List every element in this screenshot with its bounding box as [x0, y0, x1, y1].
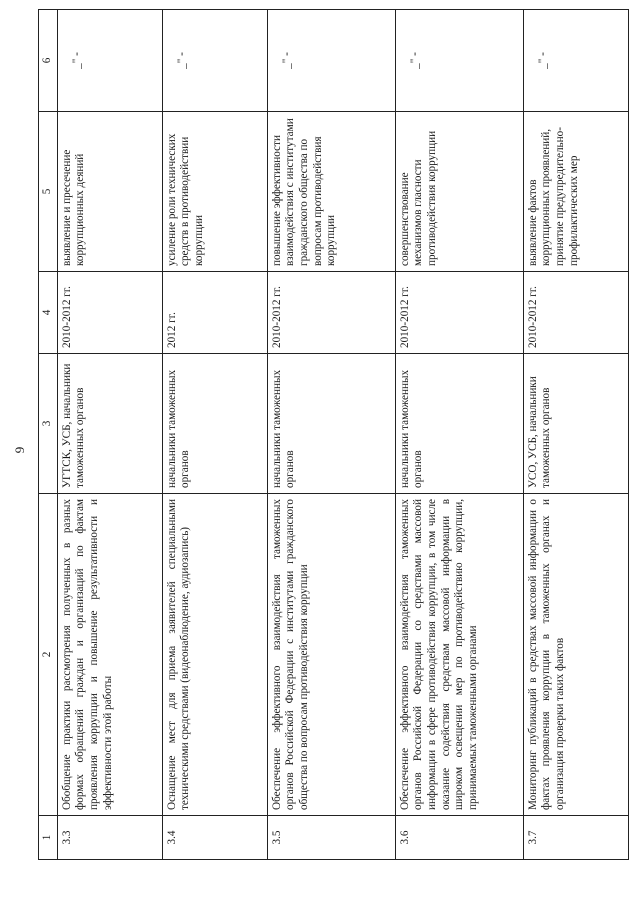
row-number: 3.3 [57, 816, 162, 860]
term-cell: 2010-2012 гг. [395, 272, 523, 354]
ditto-mark: _" - [280, 52, 293, 69]
result-cell: повышение эффективности взаимодействия с институтами гражданского общества по вопросам противодействия коррупции [267, 112, 395, 272]
table-row [523, 10, 628, 860]
executor-cell: начальники таможенных органов [162, 354, 267, 494]
ditto-mark: _" - [175, 52, 188, 69]
row-number: 3.6 [395, 816, 523, 860]
executor-cell: УСО, УСБ, начальники таможенных органов [523, 354, 628, 494]
table-row [395, 10, 523, 860]
row-number: 3.5 [267, 816, 395, 860]
ditto-mark: _" - [536, 52, 549, 69]
measure-cell: Обобщение практики рассмотрения полученных в разных формах обращений граждан и организаций по фактам проявления коррупции и повышение результативности и эффективности этой работы [57, 494, 162, 816]
column-header: 3 [39, 354, 58, 494]
ditto-mark: _" - [70, 52, 83, 69]
measure-cell: Мониторинг публикаций в средствах массовой информации о фактах проявления коррупции в таможенных органах и организация проверки таких фактов [523, 494, 628, 816]
result-cell: выявление фактов коррупционных проявлений, принятие предупредительно-профилактических мер [523, 112, 628, 272]
term-cell: 2010-2012 гг. [523, 272, 628, 354]
row-number: 3.7 [523, 816, 628, 860]
control-cell [523, 10, 628, 112]
header-row [39, 10, 58, 860]
term-cell: 2010-2012 гг. [57, 272, 162, 354]
measures-table [38, 9, 629, 860]
control-cell [57, 10, 162, 112]
term-cell: 2010-2012 гг. [267, 272, 395, 354]
executor-cell: начальники таможенных органов [395, 354, 523, 494]
page-number: 9 [12, 446, 27, 454]
column-header: 4 [39, 272, 58, 354]
ditto-mark: _" - [408, 52, 421, 69]
table-row [162, 10, 267, 860]
executor-cell: начальники таможенных органов [267, 354, 395, 494]
result-cell: выявление и пресечение коррупционных деяний [57, 112, 162, 272]
control-cell [267, 10, 395, 112]
result-cell: совершенствование механизмов гласности противодействия коррупции [395, 112, 523, 272]
row-number: 3.4 [162, 816, 267, 860]
column-header: 1 [39, 816, 58, 860]
table-row [57, 10, 162, 860]
term-cell: 2012 гг. [162, 272, 267, 354]
table-row [267, 10, 395, 860]
measure-cell: Обеспечение эффективного взаимодействия таможенных органов Российской Федерации со средствами массовой информации в сфере противодействия коррупции, в том числе оказание содействия средствам массовой информации в широком освещении мер по противодействию коррупции, принимаемых таможенными органами [395, 494, 523, 816]
column-header: 2 [39, 494, 58, 816]
column-header: 6 [39, 10, 58, 112]
executor-cell: УГТСК, УСБ, начальники таможенных органов [57, 354, 162, 494]
control-cell [162, 10, 267, 112]
measure-cell: Обеспечение эффективного взаимодействия таможенных органов Российской Федерации с институтами гражданского общества по вопросам противодействия коррупции [267, 494, 395, 816]
column-header: 5 [39, 112, 58, 272]
result-cell: усиление роли технических средств в противодействии коррупции [162, 112, 267, 272]
measure-cell: Оснащение мест для приема заявителей специальными техническими средствами (видеонаблюдение, аудиозапись) [162, 494, 267, 816]
control-cell [395, 10, 523, 112]
